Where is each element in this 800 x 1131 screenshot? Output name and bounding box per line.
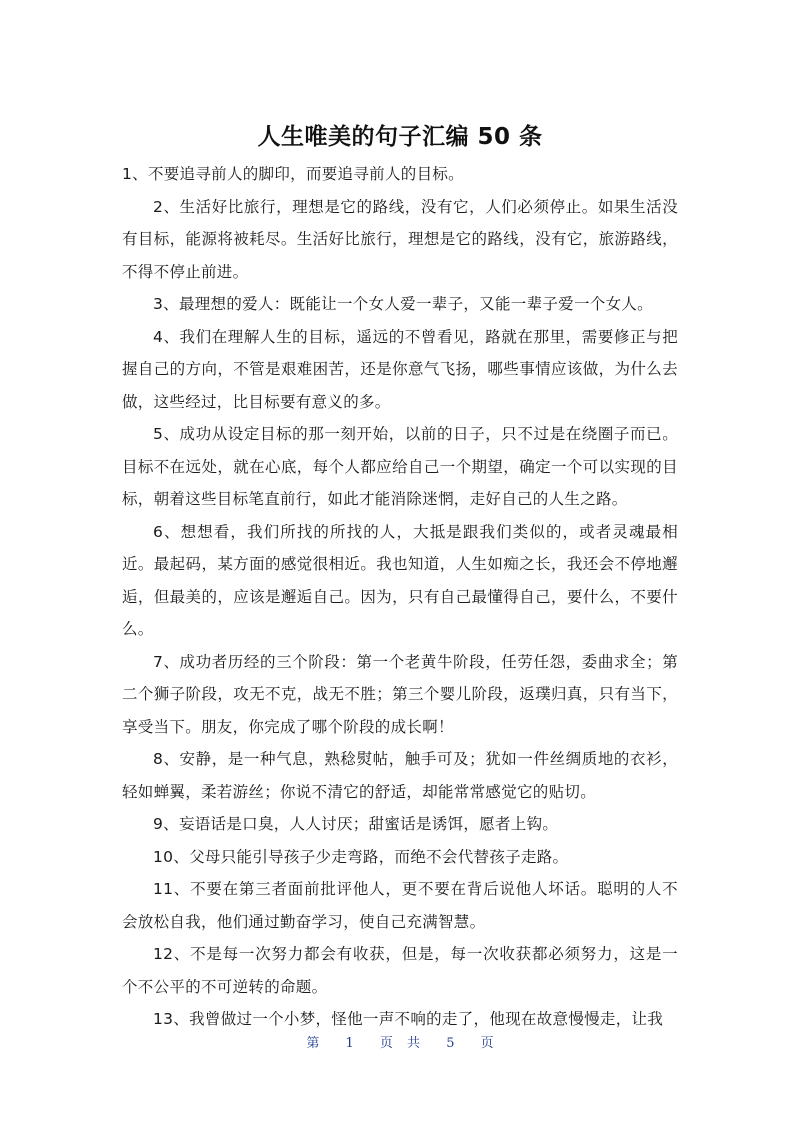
paragraph-1: 1、不要追寻前人的脚印，而要追寻前人的目标。 [122,165,464,183]
footer-prefix: 第 [306,1036,320,1051]
paragraph-9: 9、妄语话是口臭，人人讨厌；甜蜜话是诱饵，愿者上钩。 [153,815,559,833]
footer-total-pages: 5 [446,1036,455,1051]
footer-current-page: 1 [345,1036,354,1051]
paragraph-7: 7、成功者历经的三个阶段：第一个老黄牛阶段，任劳任怨，委曲求全；第二个狮子阶段，攻无不克，战无不胜；第三个婴儿阶段，返璞归真，只有当下，享受当下。朋友，你完成了哪个阶段的成长啊！ [122,652,678,736]
paragraph-10: 10、父母只能引导孩子少走弯路，而绝不会代替孩子走路。 [153,847,569,866]
paragraph-2: 2、生活好比旅行，理想是它的路线，没有它，人们必须停止。如果生活没有目标，能源将被耗尽。生活好比旅行，理想是它的路线，没有它，旅游路线，不得不停止前进。 [122,197,678,281]
paragraph-13: 13、我曾做过一个小梦，怪他一声不响的走了，他现在故意慢慢走，让我 [153,1010,664,1028]
document-title: 人生唯美的句子汇编 50 条 [257,124,543,150]
paragraph-3: 3、最理想的爱人：既能让一个女人爱一辈子，又能一辈子爱一个女人。 [153,295,653,313]
paragraph-8: 8、安静，是一种气息，熟稔熨帖，触手可及；犹如一件丝绸质地的衣衫，轻如蝉翼，柔若游丝；你说不清它的舒适，却能常常感觉它的贴切。 [122,750,678,801]
document-body [122,158,678,1036]
paragraph-12: 12、不是每一次努力都会有收获，但是，每一次收获都必须努力，这是一个不公平的不可逆转的命题。 [122,945,678,996]
footer-middle: 页 共 [379,1036,421,1051]
paragraph-6: 6、想想看，我们所找的所找的人，大抵是跟我们类似的，或者灵魂最相近。最起码，某方面的感觉很相近。我也知道，人生如痴之长，我还会不停地邂逅，但最美的，应该是邂逅自己。因为，只有自己最懂得自己，要什么，不要什么。 [122,522,678,638]
paragraph-11: 11、不要在第三者面前批评他人，更不要在背后说他人坏话。聪明的人不会放松自我，他们通过勤奋学习，使自己充满智慧。 [122,880,678,931]
footer-suffix: 页 [480,1036,494,1051]
paragraph-4: 4、我们在理解人生的目标，遥远的不曾看见，路就在那里，需要修正与把握自己的方向，不管是艰难困苦，还是你意气飞扬，哪些事情应该做，为什么去做，这些经过，比目标要有意义的多。 [122,327,678,411]
paragraph-5: 5、成功从设定目标的那一刻开始，以前的日子，只不过是在绕圈子而已。目标不在远处，就在心底，每个人都应给自己一个期望，确定一个可以实现的目标，朝着这些目标笔直前行，如此才能消除迷惘，走好自己的人生之路。 [122,425,678,508]
page-number-footer [0,1032,800,1051]
